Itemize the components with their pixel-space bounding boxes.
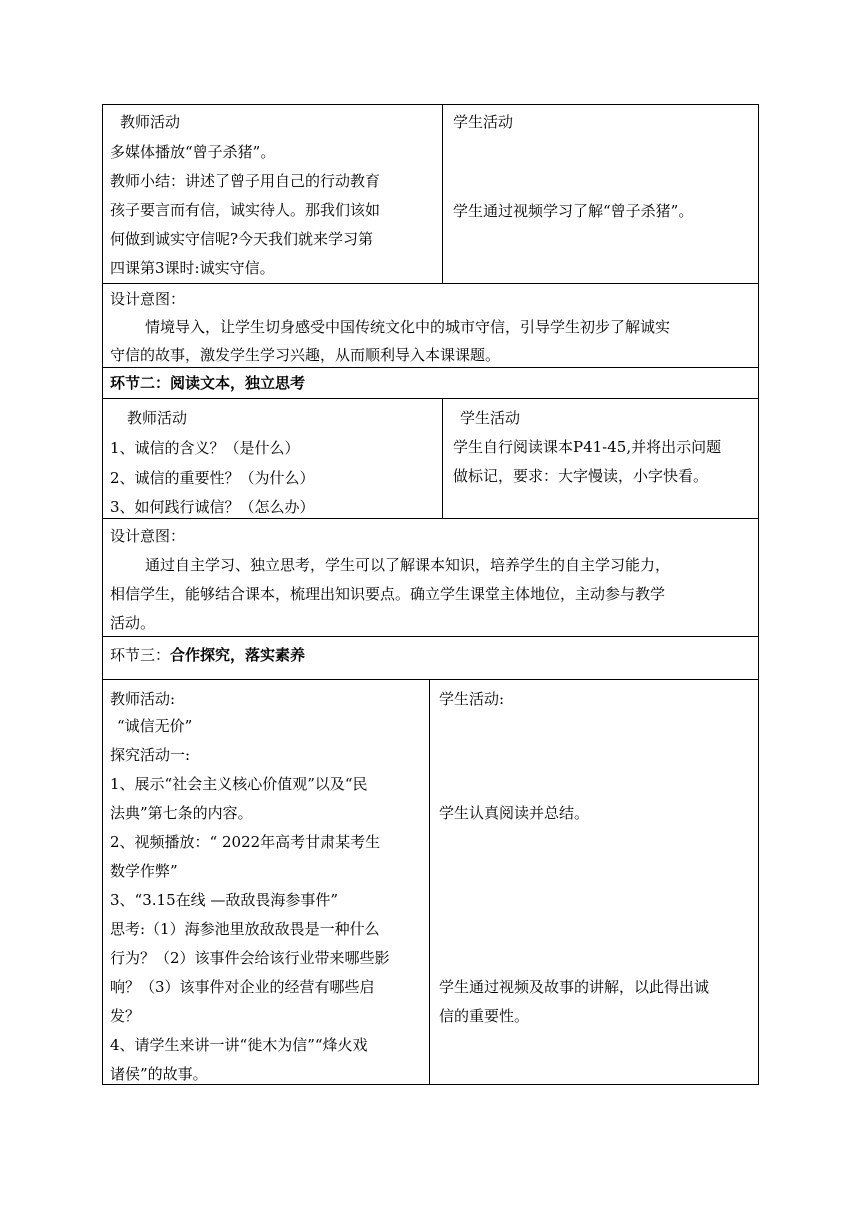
teacher-line: “诚信无价”: [117, 717, 193, 735]
student-activity-heading: 学生活动:: [439, 690, 505, 708]
design-intent-label: 设计意图：: [110, 527, 186, 545]
teacher-line: 2、视频播放：“ 2022年高考甘肃某考生: [110, 833, 381, 851]
teacher-line: 数学作弊”: [110, 862, 178, 880]
design-intent-label: 设计意图：: [110, 290, 186, 308]
teacher-line: 教师小结：讲述了曾子用自己的行动教育: [110, 172, 381, 190]
teacher-line: 4、请学生来讲一讲“徙木为信”“烽火戏: [110, 1036, 368, 1054]
student-activity-line: 学生自行阅读课本P41-45,并将出示问题: [453, 438, 722, 456]
teacher-question: 3、如何践行诚信？（怎么办）: [110, 498, 315, 516]
student-activity-text: 学生认真阅读并总结。: [439, 804, 590, 822]
teacher-line: 发？: [110, 1007, 141, 1025]
student-activity-line: 做标记，要求：大字慢读，小字快看。: [453, 467, 709, 485]
teacher-line: 孩子要言而有信，诚实待人。那我们该如: [110, 201, 381, 219]
design-intent-line: 守信的故事，激发学生学习兴趣，从而顺利导入本课课题。: [110, 346, 501, 364]
teacher-line: 四课第3课时:诚实守信。: [110, 259, 275, 277]
teacher-line: 多媒体播放“曾子杀猪”。: [110, 143, 276, 161]
teacher-activity-heading: 教师活动: [127, 409, 188, 427]
student-activity-heading: 学生活动: [460, 409, 521, 427]
design-intent-line: 活动。: [110, 614, 156, 632]
teacher-question: 2、诚信的重要性？（为什么）: [110, 469, 315, 487]
teacher-activity-heading: 教师活动:: [110, 690, 176, 708]
design-intent-line: 通过自主学习、独立思考，学生可以了解课本知识，培养学生的自主学习能力，: [145, 556, 671, 574]
teacher-line: 响？（3）该事件对企业的经营有哪些启: [110, 978, 375, 996]
teacher-line: 探究活动一:: [110, 746, 191, 764]
teacher-question: 1、诚信的含义？（是什么）: [110, 439, 300, 457]
section-3-heading: 合作探究，落实素养: [170, 646, 306, 664]
student-activity-text: 学生通过视频学习了解“曾子杀猪”。: [453, 202, 694, 220]
teacher-line: 行为？（2）该事件会给该行业带来哪些影: [110, 949, 390, 967]
student-activity-heading: 学生活动: [453, 113, 514, 131]
section-3-title: [110, 646, 305, 664]
teacher-line: 诸侯”的故事。: [110, 1065, 208, 1083]
teacher-line: 3、“3.15在线 —敌敌畏海参事件”: [110, 891, 339, 909]
design-intent-line: 情境导入，让学生切身感受中国传统文化中的城市守信，引导学生初步了解诚实: [145, 318, 671, 336]
teacher-line: 何做到诚实守信呢?今天我们就来学习第: [110, 230, 374, 248]
section-3-prefix: 环节三：: [110, 646, 171, 664]
design-intent-line: 相信学生，能够结合课本，梳理出知识要点。确立学生课堂主体地位，主动参与教学: [110, 585, 666, 603]
student-activity-line: 学生通过视频及故事的讲解，以此得出诚: [439, 978, 710, 996]
teacher-line: 法典”第七条的内容。: [110, 804, 253, 822]
student-activity-line: 信的重要性。: [439, 1007, 530, 1025]
teacher-line: 1、展示“社会主义核心价值观”以及“民: [110, 775, 368, 793]
teacher-activity-heading: 教师活动: [120, 113, 181, 131]
teacher-line: 思考:（1）海参池里放敌敌畏是一种什么: [110, 920, 380, 938]
section-2-title: 环节二：阅读文本，独立思考: [110, 374, 306, 392]
